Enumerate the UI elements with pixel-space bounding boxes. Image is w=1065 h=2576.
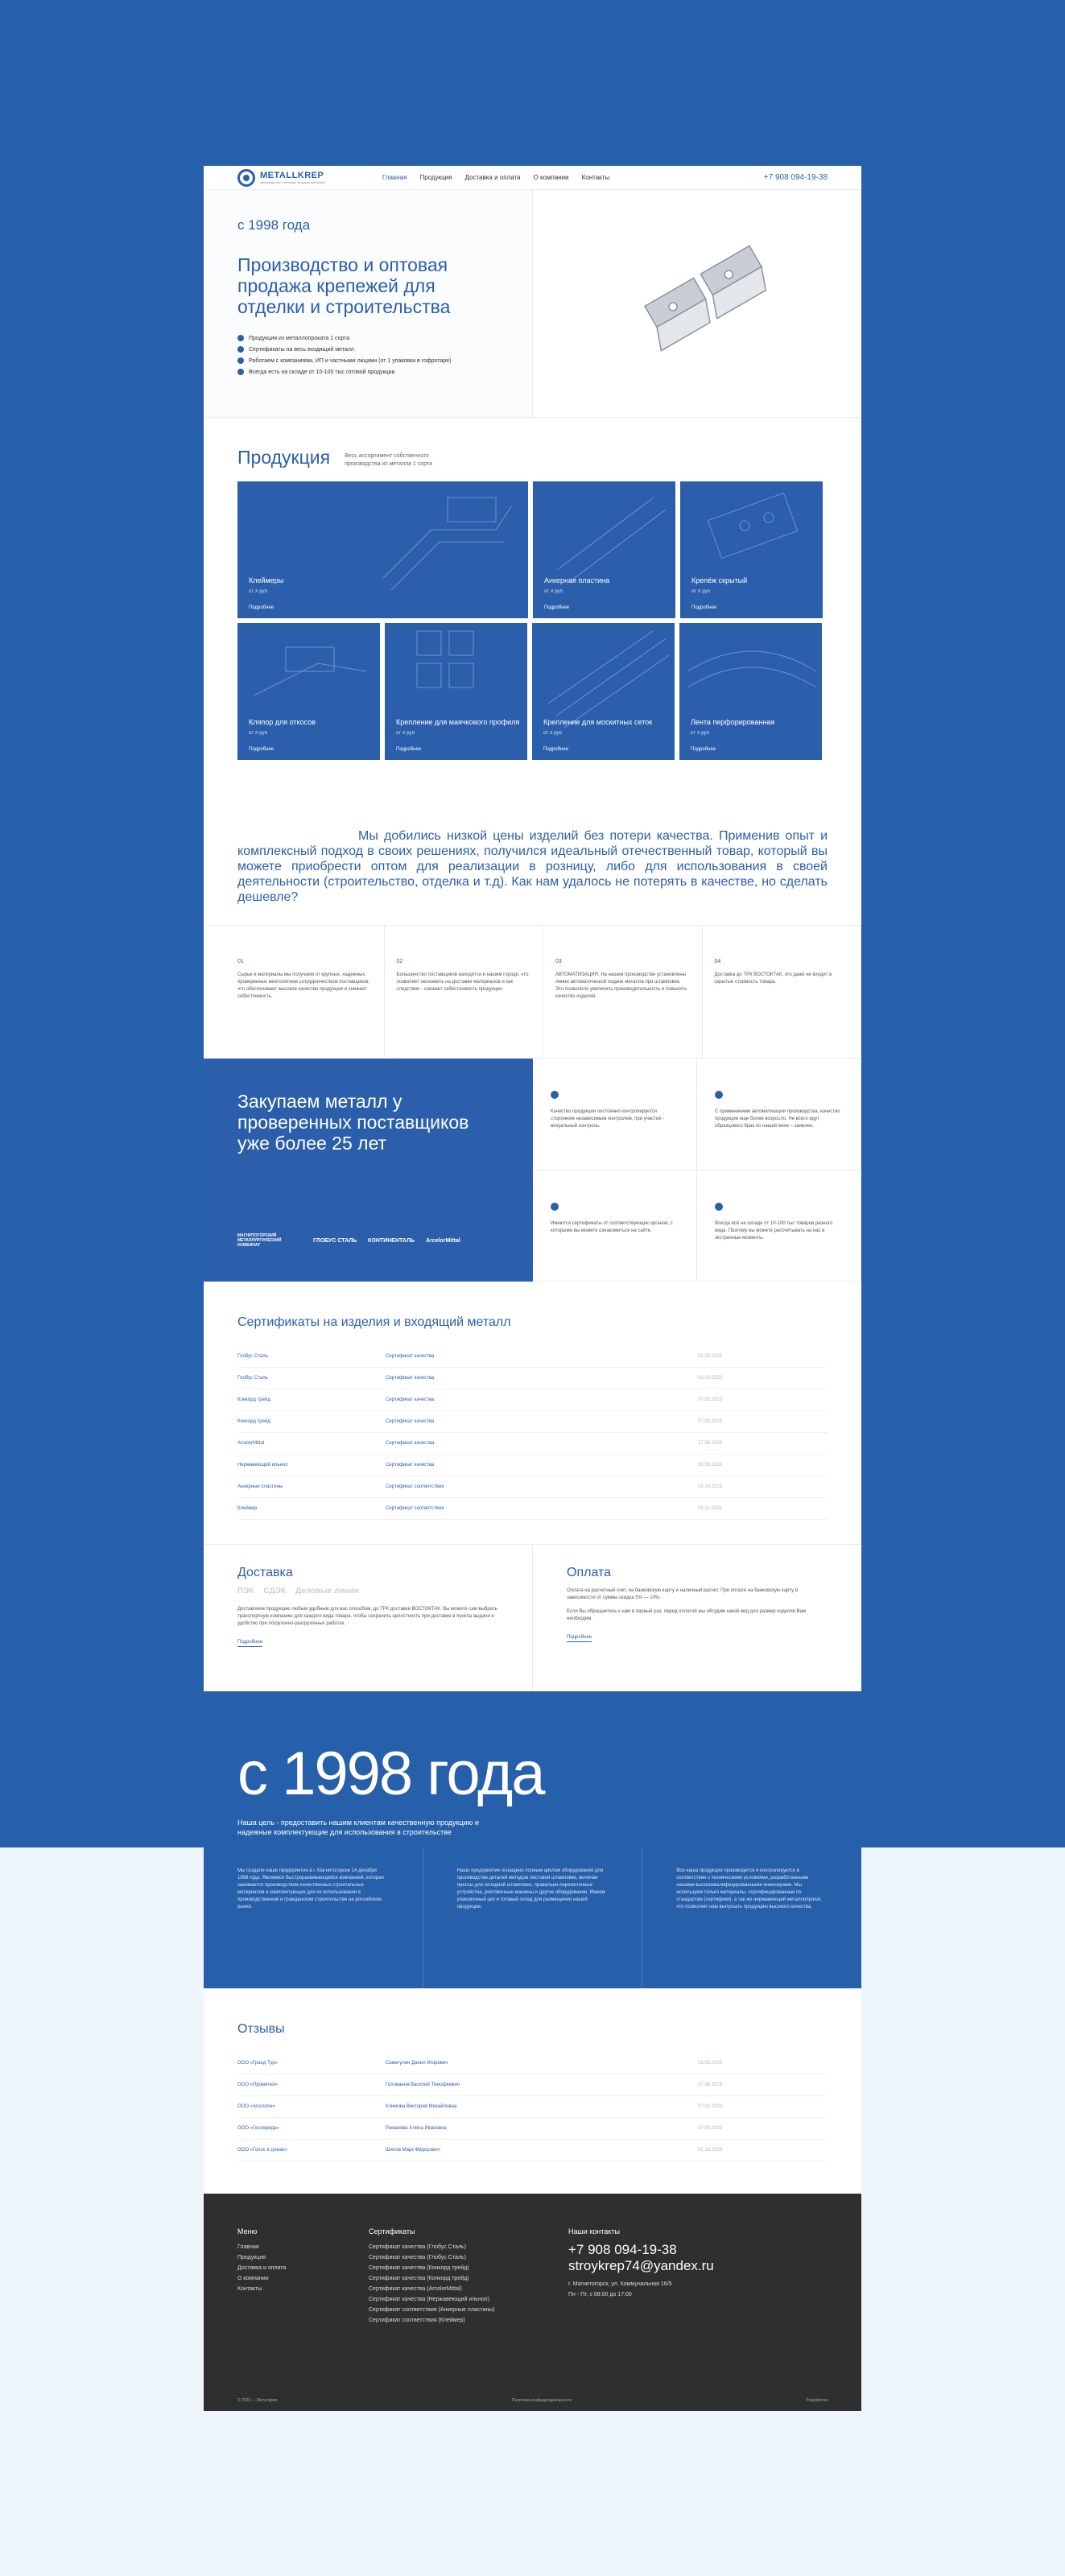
check-icon bbox=[237, 335, 244, 341]
logo[interactable] bbox=[237, 169, 382, 187]
footer-link[interactable]: Контакты bbox=[237, 2286, 262, 2292]
payment-text: Оплата на расчетный счет, на банковскую карту и наличный расчет. При оплате на банковскую карту в зависимости от суммы скидка 5% — 10%. bbox=[567, 1588, 799, 1600]
delivery-text: Доставляем продукцию любым удобным для вас способом, до ТРК доставки ВОСТОКТАК. Вы можете сам выбрать транспортную компанию для каждого вида товара, чтобы сохранить целостность при доставке в пункты выдачи и удобство при погрузочно-разгрузочных работах. bbox=[237, 1607, 497, 1626]
table-row[interactable]: ООО «Гесперида» Романова Алёна Ивановна 07.09.2023 bbox=[237, 2118, 828, 2140]
payment-more-link[interactable]: Подробнее bbox=[567, 1634, 592, 1642]
table-row[interactable]: Глобус Сталь Сертификат качества 02.03.2023 bbox=[237, 1346, 828, 1368]
carrier-logos: ПЭК СДЭК Деловые линии bbox=[237, 1587, 359, 1596]
table-row[interactable]: ООО «Прометей» Голованов Василий Тимофеевич 07.06.2023 bbox=[237, 2074, 828, 2096]
footer-link[interactable]: Сертификат качества (Конкорд трейд) bbox=[369, 2265, 469, 2271]
delivery-block bbox=[204, 1545, 533, 1691]
delivery-title: Доставка bbox=[237, 1566, 293, 1579]
hero-section bbox=[204, 190, 861, 418]
about-col: Вся наша продукция производится и контролируется в соответствии с техническими условиями, разработанными нашими высококвалифицированными инженерами. Мы используем только материалы, сертифицированные по стандартам (сертифики), а так же нержавеющий металлопрокат, что позволяет нам выпускать продукцию высокого качества. bbox=[642, 1847, 861, 1988]
payment-title: Оплата bbox=[567, 1566, 612, 1579]
footer-link[interactable]: Сертификат качества (Глобус Сталь) bbox=[369, 2255, 466, 2260]
delivery-payment-section bbox=[204, 1545, 861, 1691]
more-link[interactable]: Подробнее bbox=[691, 747, 716, 752]
hero-bullet: Всегда есть на складе от 10-100 тыс готовой продукции bbox=[237, 369, 498, 375]
statement-text: Мы добились низкой цены изделий без потери качества. Применив опыт и комплексный подход в своих решениях, получился идеальный отечественный товар, который вы можете приобрести оптом для реализации в розницу, либо для использования в своей деятельности (строительство, отделка и т.д). Как нам удалось не потерять в качестве, но сделать дешевле? bbox=[204, 784, 861, 926]
footer-address: г. Магнитогорск, ул. Коммунальная 16/5 bbox=[568, 2281, 672, 2287]
table-row[interactable]: ООО «Гранд Тур» Самегулин Данил Игоревич 03.03.2023 bbox=[237, 2053, 828, 2074]
hero-bullet: Продукция из металлопроката 1 сорта bbox=[237, 335, 498, 341]
product-card[interactable]: Крепление для москитных сеток от X руб Подробнее bbox=[532, 623, 675, 760]
hero-bullet: Работаем с компаниями, ИП и частными лицами (от 1 упаковки в гофротаре) bbox=[237, 357, 498, 364]
product-drawing-icon bbox=[679, 623, 822, 760]
footer-link[interactable]: Доставка и оплата bbox=[237, 2265, 287, 2271]
copyright: © 2023 — Металкреп bbox=[237, 2398, 278, 2403]
product-drawing-icon bbox=[533, 481, 675, 618]
header-phone[interactable]: +7 908 094-19-38 bbox=[763, 173, 828, 182]
product-drawing-icon bbox=[335, 481, 528, 618]
supplier-logos bbox=[237, 1233, 460, 1248]
reviews-section bbox=[204, 1988, 861, 2194]
table-row[interactable]: Глобус Сталь Сертификат качества 02.03.2023 bbox=[237, 1368, 828, 1389]
product-drawing-icon bbox=[237, 623, 380, 760]
nav-contacts[interactable]: Контакты bbox=[581, 174, 610, 181]
table-row[interactable]: Клеймер Сертификат соответствия 03.11.2023 bbox=[237, 1498, 828, 1520]
supplier-point: Всегда всё на складе от 10-100 тыс товаров разного вида. Поэтому вы можете рассчитывать на нас в экстренные моменты. bbox=[697, 1170, 861, 1282]
more-link[interactable]: Подробнее bbox=[544, 605, 570, 610]
nav-delivery[interactable]: Доставка и оплата bbox=[464, 174, 521, 181]
brand-logo: КОНТИНЕНТАЛЬ bbox=[368, 1237, 415, 1244]
reviews-title: Отзывы bbox=[237, 2022, 285, 2036]
footer-phone[interactable]: +7 908 094-19-38 bbox=[568, 2242, 677, 2257]
footer-link[interactable]: Продукция bbox=[237, 2255, 266, 2260]
more-link[interactable]: Подробнее bbox=[543, 747, 569, 752]
info-icon bbox=[551, 1203, 559, 1211]
certificates-section bbox=[204, 1282, 861, 1545]
product-card[interactable]: Анкерная пластина от X руб Подробнее bbox=[533, 481, 675, 618]
about-col: Мы создали наше предприятие в г. Магнитогорске 14 декабря 1998 года. Являемся быстроразвивающейся компанией, которая занимается производством качественных строительных материалов и комплектующих для их использования в производственной и гражданском строительстве на российском рынке. bbox=[237, 1868, 384, 1909]
brand-logo: ГЛОБУС СТАЛЬ bbox=[313, 1237, 357, 1244]
footer-contacts: Наши контакты +7 908 094-19-38 stroykrep74@yandex.ru г. Магнитогорск, ул. Коммунальная 16/5 Пн - Пт, с 08:00 до 17:00 bbox=[568, 2227, 714, 2326]
info-icon bbox=[715, 1203, 723, 1211]
reason-item: 04 Доставка до ТРК ВОСТОКТАК, это даже не входит в скрытые стоимость товара. bbox=[703, 926, 862, 1058]
footer-email[interactable]: stroykrep74@yandex.ru bbox=[568, 2258, 714, 2273]
table-row[interactable]: Конкорд трейд Сертификат качества 07.03.2023 bbox=[237, 1411, 828, 1433]
products-title: Продукция bbox=[237, 447, 331, 468]
site-header bbox=[204, 166, 861, 190]
more-link[interactable]: Подробнее bbox=[691, 605, 717, 610]
footer-link[interactable]: О компании bbox=[237, 2276, 269, 2281]
product-drawing-icon bbox=[532, 623, 675, 760]
footer-link[interactable]: Сертификат качества (Нержавеющий ильнол) bbox=[369, 2297, 489, 2302]
footer-link[interactable]: Сертификат качества (ArcelorMittal) bbox=[369, 2286, 462, 2292]
developer-link[interactable]: Разработка bbox=[806, 2398, 828, 2403]
reason-item: 03 АВТОМАТИЗАЦИЯ. На нашем производстве установлены линии автоматической подачи металла при штамповке. Это позволило увеличить производительность и повысить качество изделий. bbox=[543, 926, 703, 1058]
hero-product-image bbox=[533, 190, 861, 417]
logo-subtitle: производство и оптовая продажа крепежей bbox=[260, 180, 325, 184]
reason-item: 01 Сырье и материалы мы получаем от крупных, надежных, проверенных многолетним сотрудничеством поставщиков, что обеспечивает высокое качество продукции и снижает себестоимость. bbox=[204, 926, 385, 1058]
product-card[interactable]: Кляпор для откосов от X руб Подробнее bbox=[237, 623, 380, 760]
product-drawing-icon bbox=[680, 481, 823, 618]
site-footer bbox=[204, 2194, 861, 2411]
footer-menu: Меню Главная Продукция Доставка и оплата О компании Контакты bbox=[237, 2227, 369, 2326]
policy-link[interactable]: Политика конфиденциальности bbox=[511, 2398, 572, 2403]
footer-link[interactable]: Сертификат качества (Глобус Сталь) bbox=[369, 2244, 466, 2250]
certs-title: Сертификаты на изделия и входящий металл bbox=[237, 1315, 511, 1329]
footer-link[interactable]: Сертификат соответствия (Клеймер) bbox=[369, 2318, 465, 2323]
check-icon bbox=[237, 346, 244, 353]
products-section bbox=[204, 418, 861, 784]
about-col: Наше предприятие оснащено полным циклом оборудования для производства деталей методом листовой штамповки, включая прессы для холодной штамповки, правильно-перемоточные устройства, рихтовочные машины и другое оборудование. Имеем упаковочный цех и готовый склад для размещения нашей продукции. bbox=[423, 1847, 642, 1988]
payment-block bbox=[533, 1545, 861, 1691]
footer-link[interactable]: Сертификат соответствия (Анкерные пластины) bbox=[369, 2307, 495, 2313]
nav-home[interactable]: Главная bbox=[382, 174, 407, 181]
info-icon bbox=[715, 1091, 723, 1099]
product-drawing-icon bbox=[385, 623, 527, 760]
info-icon bbox=[551, 1091, 559, 1099]
product-card[interactable]: Лента перфорированная от X руб Подробнее bbox=[679, 623, 822, 760]
main-nav bbox=[382, 174, 764, 181]
table-row[interactable]: Нержавеющий ильнол Сертификат качества 03.08.2023 bbox=[237, 1455, 828, 1476]
about-subtitle: Наша цель - предоставить нашим клиентам качественную продукцию и надежные комплектующие для использования в строительстве bbox=[237, 1818, 479, 1836]
more-link[interactable]: Подробнее bbox=[249, 747, 275, 752]
about-big-title: с 1998 года bbox=[237, 1740, 544, 1808]
table-row[interactable]: ArcelorMittal Сертификат качества 17.06.2023 bbox=[237, 1433, 828, 1455]
table-row[interactable]: ООО «Голос в домах» Шилов Марк Фёдорович 02.10.2023 bbox=[237, 2140, 828, 2161]
delivery-more-link[interactable]: Подробнее bbox=[237, 1639, 262, 1647]
reasons-row bbox=[204, 926, 861, 1059]
product-card[interactable]: Клеймеры от X руб Подробнее bbox=[237, 481, 528, 618]
more-link[interactable]: Подробнее bbox=[249, 605, 275, 610]
footer-link[interactable]: Сертификат качества (Конкорд трейд) bbox=[369, 2276, 469, 2281]
brand-logo: ArcelorMittal bbox=[425, 1237, 460, 1244]
table-row[interactable]: Конкорд трейд Сертификат качества 07.03.2023 bbox=[237, 1389, 828, 1411]
logo-icon bbox=[237, 169, 255, 187]
main-page bbox=[204, 166, 861, 1691]
footer-certs: Сертификаты Сертификат качества (Глобус Сталь) Сертификат качества (Глобус Сталь) Сертификат качества (Конкорд трейд) Сертификат качества (Конкорд трейд) Сертификат качества (ArcelorMittal) Сертификат качества (Нержавеющий ильнол) Сертификат соответствия (Анкерные пластины) Сертификат соответствия (Клеймер) bbox=[369, 2227, 568, 2326]
hero-bullet: Сертификаты на весь входящий металл bbox=[237, 346, 498, 353]
hero-since: с 1998 года bbox=[237, 217, 311, 233]
payment-text: Если Вы обращаетесь к нам в первый раз, перед оплатой мы обсудим какой вид для размер изделия Вам необходим. bbox=[567, 1609, 807, 1621]
table-row[interactable]: Анкерные пластины Сертификат соответствия 03.10.2023 bbox=[237, 1476, 828, 1498]
reason-item: 02 Большинство поставщиков находятся в нашем городе, что позволяет экономить на доставке материалов и как следствие - снижает себестоимость продукции. bbox=[385, 926, 544, 1058]
nav-about[interactable]: О компании bbox=[533, 174, 569, 181]
supplier-point: С применением автоматизации производства, качество продукции еще более возросло. Не всего идут образцового брак по нашей вине – заявлен. bbox=[697, 1059, 861, 1170]
footer-link[interactable]: Главная bbox=[237, 2244, 259, 2250]
nav-products[interactable]: Продукция bbox=[419, 174, 452, 181]
product-card[interactable]: Крепление для маячкового профиля от X руб Подробнее bbox=[385, 623, 527, 760]
product-card[interactable]: Крепёж скрытый от X руб Подробнее bbox=[680, 481, 823, 618]
suppliers-section bbox=[204, 1059, 861, 1282]
more-link[interactable]: Подробнее bbox=[396, 747, 422, 752]
about-columns bbox=[204, 1847, 861, 1988]
check-icon bbox=[237, 369, 244, 375]
suppliers-title: Закупаем металл у проверенных поставщиков уже более 25 лет bbox=[237, 1091, 469, 1154]
supplier-point: Качество продукции постоянно контролируется сторонним независимым контролем, при участии - визуальный контроль. bbox=[533, 1059, 697, 1170]
products-desc: Весь ассортимент собственного производства из металла 1 сорта bbox=[345, 453, 433, 467]
footer-hours: Пн - Пт, с 08:00 до 17:00 bbox=[568, 2292, 632, 2297]
hero-title: Производство и оптовая продажа крепежей для отделки и строительства bbox=[237, 254, 451, 317]
check-icon bbox=[237, 357, 244, 364]
supplier-point: Имеются сертификаты от соответствующих органов, с которыми вы можете ознакомиться на сайте. bbox=[533, 1170, 697, 1282]
logo-text: METALLKREP bbox=[260, 171, 324, 180]
brand-logo: МАГНИТОГОРСКИЙ МЕТАЛЛУРГИЧЕСКИЙ КОМБИНАТ bbox=[237, 1233, 282, 1248]
table-row[interactable]: ООО «Аполлон» Климова Виктория Михайловна 07.08.2023 bbox=[237, 2096, 828, 2118]
